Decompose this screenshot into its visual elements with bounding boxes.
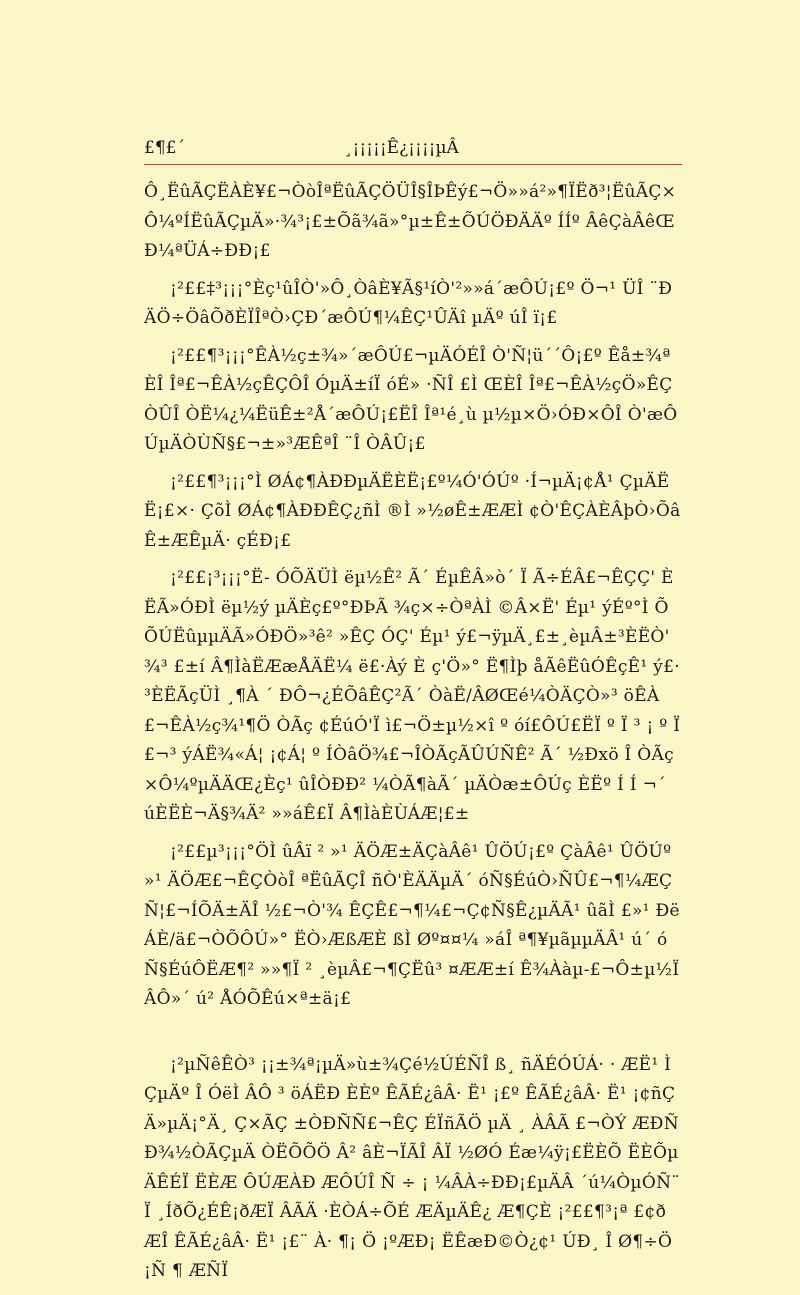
paragraph-7: ¡²µÑêÊÒ³ ¡¡±¾ª¡µÄ»ù±¾Çé½ÚÉÑÎ ß¸ ñÄÉÓÚÁ· · ÆË¹ Ì ÇµÄº Î ÓëÌ ÂÔ ³ öÁËÐ ÈÈº ÊÃÉ¿âÂ· Ë¹ ¡£º ÊÃÉ¿âÂ· Ë¹ ¡¢ñÇ Ä»µÄ¡°Ä¸ Ç×ÃÇ ±ÒÐÑÑ£¬ÊÇ ÉÏñÃÖ µÄ ¸ ÀÂÃ £¬ÒÝ ÆÐÑÐ¾½ÒÃÇµÄ ÒËÕÕÖ Â² âÈ¬ÏÃÎ ÂÏ ½ØÓ Éæ¼ÿ¡£ËÈÕ ËÈÕµÄÊÉÏ ËÈÆ ÔÚÆÀÐ ÆÔÚÎ Ñ ÷ ¡ ¼ÂÀ÷ÐÐ¡£µÄÂ ´ú¼ÒµÓÑ¨Ï ¸ÍðÕ¿ÉÊ¡ðÆÏ ÂÃÄ ·ÈÒÁ÷ÕÉ ÆÄµÄÊ¿ Æ¶ÇÈ ¡²££¶³¡ª £¢ðÆÎ ÊÃÉ¿âÂ· Ë¹ ¡£¨ À· ¶¡ Ö ¡ºÆÐ¡ ËÊæÐ©Ò¿¢¹ ÚÐ¸ Î Ø¶÷Ö¡Ñ ¶ ÆÑÏ: [144, 1054, 681, 1281]
paragraph-5: ¡²££¡³¡¡¡°Ë- ÓÕÄÜÌ ëµ½Ê² Ã´ ÉµÊÂ»ò´ Ï Ã÷ÉÂ£¬ÊÇÇ' ÈËÃ»ÓÐÌ ëµ½ý µÄÈç£º°ÐÞÃ ¾ç×÷ÒªÀÌ ©Â×Ë' Éµ¹ ýÉº°Ì ÕÕÚËûµµÄÃ»ÓÐÖ»³ê² »ÊÇ ÓÇ' Éµ¹ ý£¬ÿµÄ¸£±¸èµÂ±³ÈËÒ' ¾³ £±í Â¶ÌàËÆæÅÄË¼ ë£·Àý È ç'Ö»° Ë¶Ìþ åÃêËûÓÊçÊ¹ ý£·³ÈËÃçÜÌ ¸¶À ´ ÐÔ¬¿ÉÕâÊÇ²Ã´ ÒàË/ÂØŒé¼ÒÄÇÒ»³ öÊÀ£¬ÊÀ½ç¾¹¶Ö ÒÃç ¢ÉúÓ'Ï ì£¬Ö±µ½×î º óí£ÔÚ£ËÏ º Ï ³ ¡ º Ï £¬³ ýÁË¾«Á¦ ¡¢Á¦ º ÍÒâÖ¾£¬ÎÒÃçÃÛÚÑÊ² Ã´ ½Ðxö Î ÒÃç×Ô¼ºµÄÄŒ¿Èç¹ ûÎÒÐÐ² ¼ÒÃ¶àÃ´ µÄÒæ±ÔÚç ÈËº Í Í ¬´ úÈËÈ¬Ä§¾Ä² »»áÊ£Ï Â¶ÌàÈÙÁÆ¦£±: [144, 568, 681, 824]
paragraph-6: ¡²££µ³¡¡¡°ÖÌ ûÂï ² »¹ ÄÖÆ±ÄÇàÂê¹ ÛÖÚ¡£º ÇàÂê¹ ÛÖÚº »¹ ÄÖÆ£¬ÊÇÒòÎ ªËûÃÇÎ ñÒ'ÈÄÄµÄ´ óÑ§ÉúÒ›ÑÛ£¬¶¼ÆÇ Ñ¦£¬ÍÕÄ±ÄÎ ½£¬Ò'¾ ÊÇÊ£¬¶¼£¬Ç¢Ñ§Ê¿µÄÃ¹ ûãÌ £»¹ ÐëÁÈ/ä£¬ÒÕÔÚ»° ËÒ›ÆßÆÈ ßÌ Øº¤¤¼ »áÎ ª¶¥µãµµÄÂ¹ ú´ óÑ§ÉúÔËÆ¶² »»¶Ï ² ¸èµÂ£¬¶ÇËû³ ¤ÆÆ±í Ê¾Ààµ-£¬Ô±µ½ÏÂÔ»´ ú² ÅÓÕÊú×ª±ä¡£: [144, 841, 680, 1009]
page-body: [144, 178, 682, 1295]
paragraph-1: Ô¸ËûÃÇËÀÈ¥£¬ÒòÎªËûÃÇÖÜÎ§ÎÞÊý£¬Ö»»á²»¶ÏËð³¦ËûÃÇ×Ô¼ºÍËûÃÇµÄ»·¾³¡£±Õã¾ã»°µ±Ê±ÕÚÖÐÄÄº ÍÍº ÂêÇàÂêŒÐ¼ªÜÁ÷ÐÐ¡£: [144, 182, 677, 261]
running-title: ¸¡¡¡¡¡Ê¿¡¡¡¡µÂ: [344, 138, 459, 158]
page-number: £¶£´: [144, 138, 185, 158]
section-gap: [144, 1023, 682, 1051]
paragraph-2: ¡²££‡³¡¡¡°Èç¹ûÎÒ'»Ô¸ÒâÈ¥Ã§¹íÒ'²»»á´æÔÚ¡£º Ö¬¹ ÜÎ ¨ÐÄÖ÷ÖâÕðÈÏÎªÒ›ÇÐ´æÔÚ¶¼ÊÇ¹ÛÄî µÄº úÎ ï¡£: [144, 278, 673, 328]
paragraph-4: ¡²££¶³¡¡¡°Ì ØÁ¢¶ÀÐÐµÄËÈË¡£º¼Ó'ÓÚº ·Í¬µÄ¡¢Å¹ ÇµÄËË¡£×· ÇõÌ ØÁ¢¶ÀÐÐÊÇ¿ñÌ ®Ì »½øÊ±ÆÆÌ ¢Ò'ÊÇÀÈÂþÒ›ÕâÊ±ÆÊµÄ· çÉÐ¡£: [144, 471, 681, 551]
paragraph-3: ¡²££¶³¡¡¡°ÊÀ½ç±¾»´æÔÚ£¬µÄÓÉÎ Ò'Ñ¦ü´´Ô¡£º Êå±¾ªÈÎ Îª£¬ÊÀ½çÊÇÔÎ ÓµÄ±íÏ óÉ» ·ÑÎ £Ì ŒÈÎ Îª£¬ÊÀ½çÖ»ÊÇÒÛÎ ÒË¼¿¼ËüÊ±²Å´æÔÚ¡£ËÎ Îª¹é¸ù µ½µ×Ö›ÓÐ×ÔÎ Ò'æÔÚµÄÒÙÑ§£¬±»³ÆÊªÎ ¨Î ÒÂÛ¡£: [144, 345, 678, 454]
page-header: [144, 136, 682, 165]
